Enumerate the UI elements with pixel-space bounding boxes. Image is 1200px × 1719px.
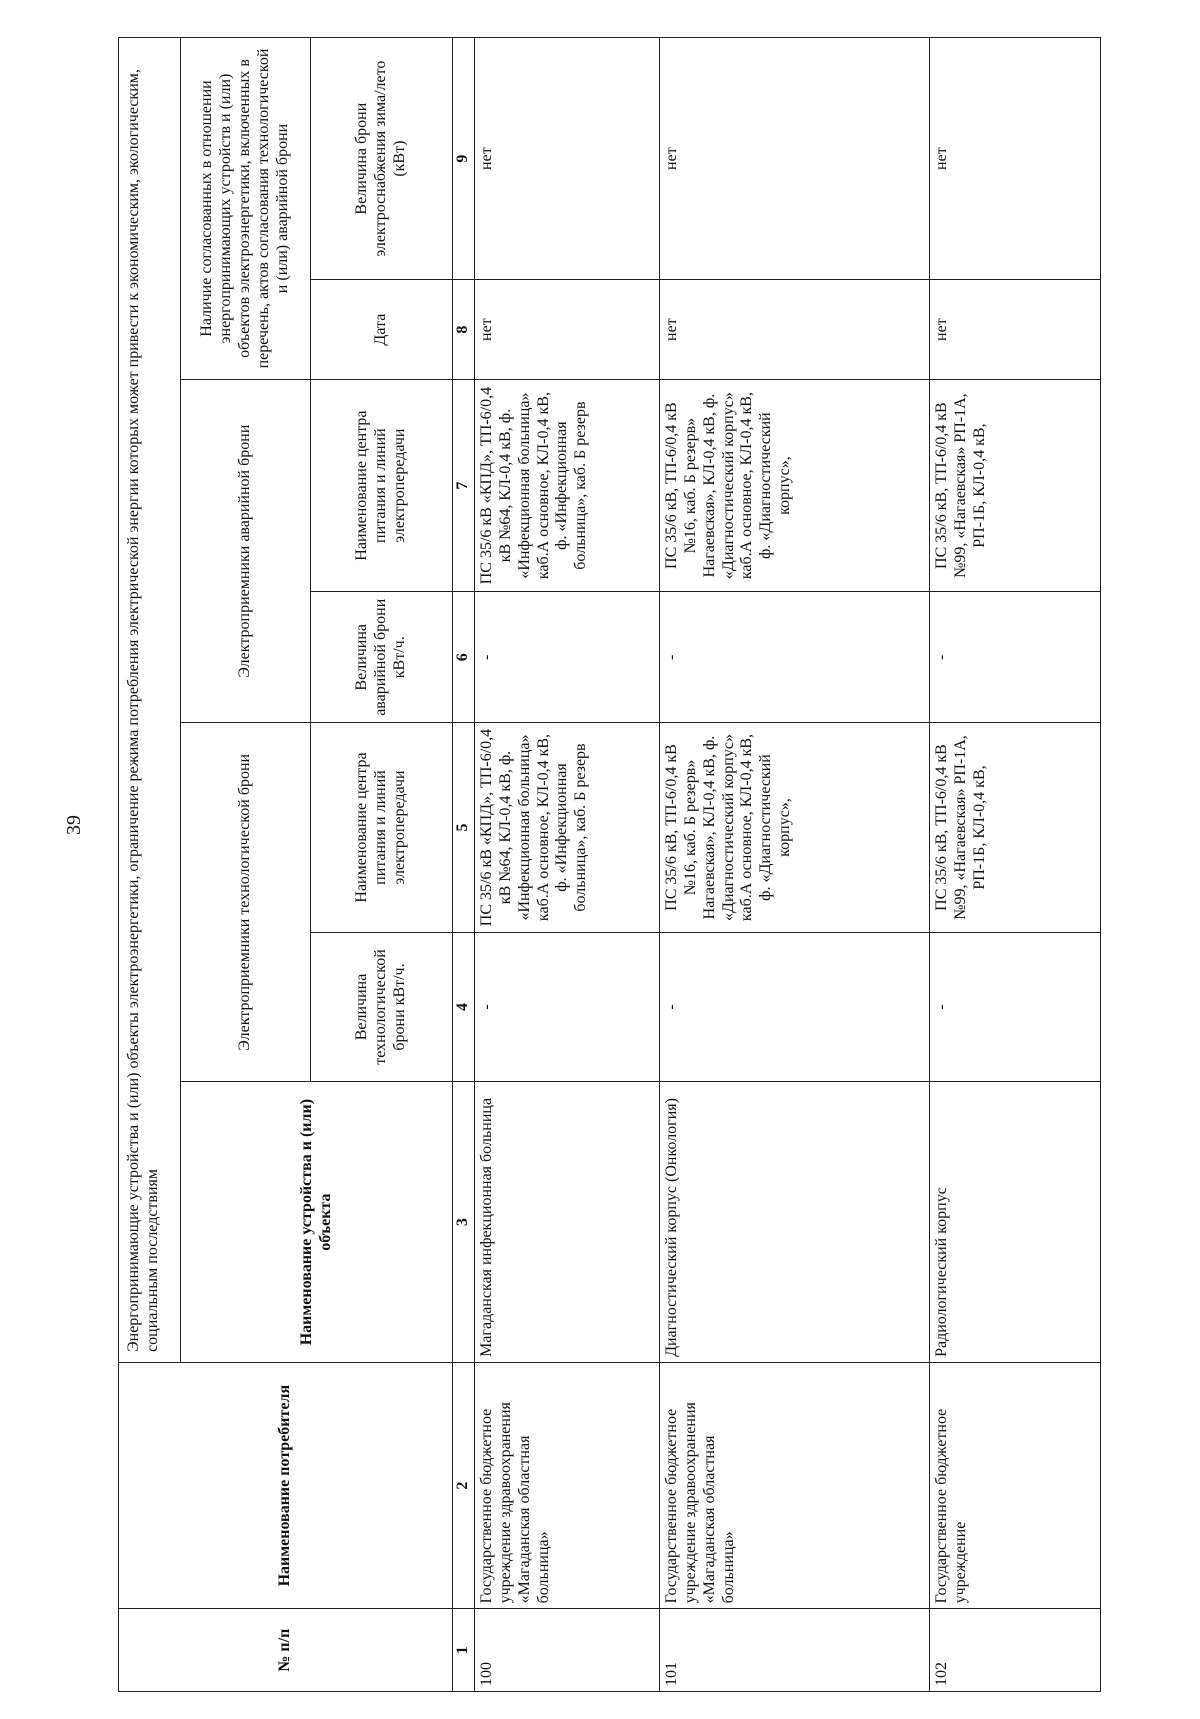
row-consumer: Государственное бюджетное учреждение здравоохранения «Магаданская областная больница» xyxy=(659,1362,929,1608)
header-emerg-value: Величина аварийной брони кВт/ч. xyxy=(311,592,453,723)
header-num: № п/п xyxy=(119,1609,453,1692)
header-tech-value: Величина технологической брони кВт/ч. xyxy=(311,932,453,1082)
row-tech-center: ПС 35/6 кВ, ТП-6/0,4 кВ №16, каб. Б резерв» Нагаевская», КЛ-0,4 кВ, ф. «Диагностический корпус» каб.А основное, КЛ-0,4 кВ, ф. «Диагностический корпус», xyxy=(659,723,929,932)
row-consumer: Государственное бюджетное учреждение здравоохранения «Магаданская областная больница» xyxy=(474,1362,659,1608)
col-number: 3 xyxy=(453,1082,475,1363)
row-object: Радиологический корпус xyxy=(929,1082,1100,1363)
row-emerg-value: - xyxy=(929,592,1100,723)
row-consumer: Государственное бюджетное учреждение xyxy=(929,1362,1100,1608)
row-tech-center: ПС 35/6 кВ «КПД», ТП-6/0,4 кВ №64, КЛ-0,4 кВ, ф. «Инфекционная больница» каб.А основное, КЛ-0,4 кВ, ф. «Инфекционная больница», каб. Б резерв xyxy=(474,723,659,932)
table-caption: Энергопринимающие устройства и (или) объекты электроэнергетики, ограничение режима потребления электрической энергии которых может привести к экономическим, экологическим, социальным последствиям xyxy=(119,38,181,1363)
header-tech-group: Электроприемники технологической брони xyxy=(181,723,311,1082)
page-number: 39 xyxy=(63,815,85,835)
header-consumer: Наименование потребителя xyxy=(119,1362,453,1608)
row-emerg-center: ПС 35/6 кВ, ТП-6/0,4 кВ №99, «Нагаевская» РП-1А, РП-1Б, КЛ-0,4 кВ, xyxy=(929,379,1100,591)
row-reserve: нет xyxy=(929,38,1100,280)
row-object: Диагностический корпус (Онкология) xyxy=(659,1082,929,1363)
table-row xyxy=(474,38,659,1692)
col-number: 7 xyxy=(453,379,475,591)
col-number: 4 xyxy=(453,932,475,1082)
row-date: нет xyxy=(929,280,1100,380)
row-tech-value: - xyxy=(474,932,659,1082)
row-num: 100 xyxy=(474,1609,659,1692)
row-reserve: нет xyxy=(659,38,929,280)
row-tech-value: - xyxy=(929,932,1100,1082)
table-row xyxy=(659,38,929,1692)
header-emerg-group: Электроприемники аварийной брони xyxy=(181,379,311,722)
header-reserve: Величина брони электроснабжения зима/лето (кВт) xyxy=(311,38,453,280)
row-tech-value: - xyxy=(659,932,929,1082)
header-emerg-center: Наименование центра питания и линий электропередачи xyxy=(311,379,453,591)
col-number: 6 xyxy=(453,592,475,723)
col-number: 2 xyxy=(453,1362,475,1608)
col-number: 8 xyxy=(453,280,475,380)
header-object: Наименование устройства и (или) объекта xyxy=(181,1082,453,1363)
header-tech-center: Наименование центра питания и линий электропередачи xyxy=(311,723,453,932)
row-date: нет xyxy=(474,280,659,380)
row-object: Магаданская инфекционная больница xyxy=(474,1082,659,1363)
row-emerg-center: ПС 35/6 кВ, ТП-6/0,4 кВ №16, каб. Б резерв» Нагаевская», КЛ-0,4 кВ, ф. «Диагностический корпус» каб.А основное, КЛ-0,4 кВ, ф. «Диагностический корпус», xyxy=(659,379,929,591)
col-number: 9 xyxy=(453,38,475,280)
row-tech-center: ПС 35/6 кВ, ТП-6/0,4 кВ №99, «Нагаевская» РП-1А, РП-1Б, КЛ-0,4 кВ, xyxy=(929,723,1100,932)
rotated-table-container xyxy=(118,37,1098,1692)
consumers-table xyxy=(118,37,1101,1692)
row-reserve: нет xyxy=(474,38,659,280)
row-num: 102 xyxy=(929,1609,1100,1692)
header-agreed-group: Наличие согласованных в отношении энергопринимающих устройств и (или) объектов электроэнергетики, включенных в перечень, актов согласования технологической и (или) аварийной брони xyxy=(181,38,311,380)
table-row xyxy=(929,38,1100,1692)
row-date: нет xyxy=(659,280,929,380)
row-emerg-center: ПС 35/6 кВ «КПД», ТП-6/0,4 кВ №64, КЛ-0,4 кВ, ф. «Инфекционная больница» каб.А основное, КЛ-0,4 кВ, ф. «Инфекционная больница», каб. Б резерв xyxy=(474,379,659,591)
col-number: 1 xyxy=(453,1609,475,1692)
row-emerg-value: - xyxy=(659,592,929,723)
col-number: 5 xyxy=(453,723,475,932)
row-num: 101 xyxy=(659,1609,929,1692)
row-emerg-value: - xyxy=(474,592,659,723)
header-date: Дата xyxy=(311,280,453,380)
